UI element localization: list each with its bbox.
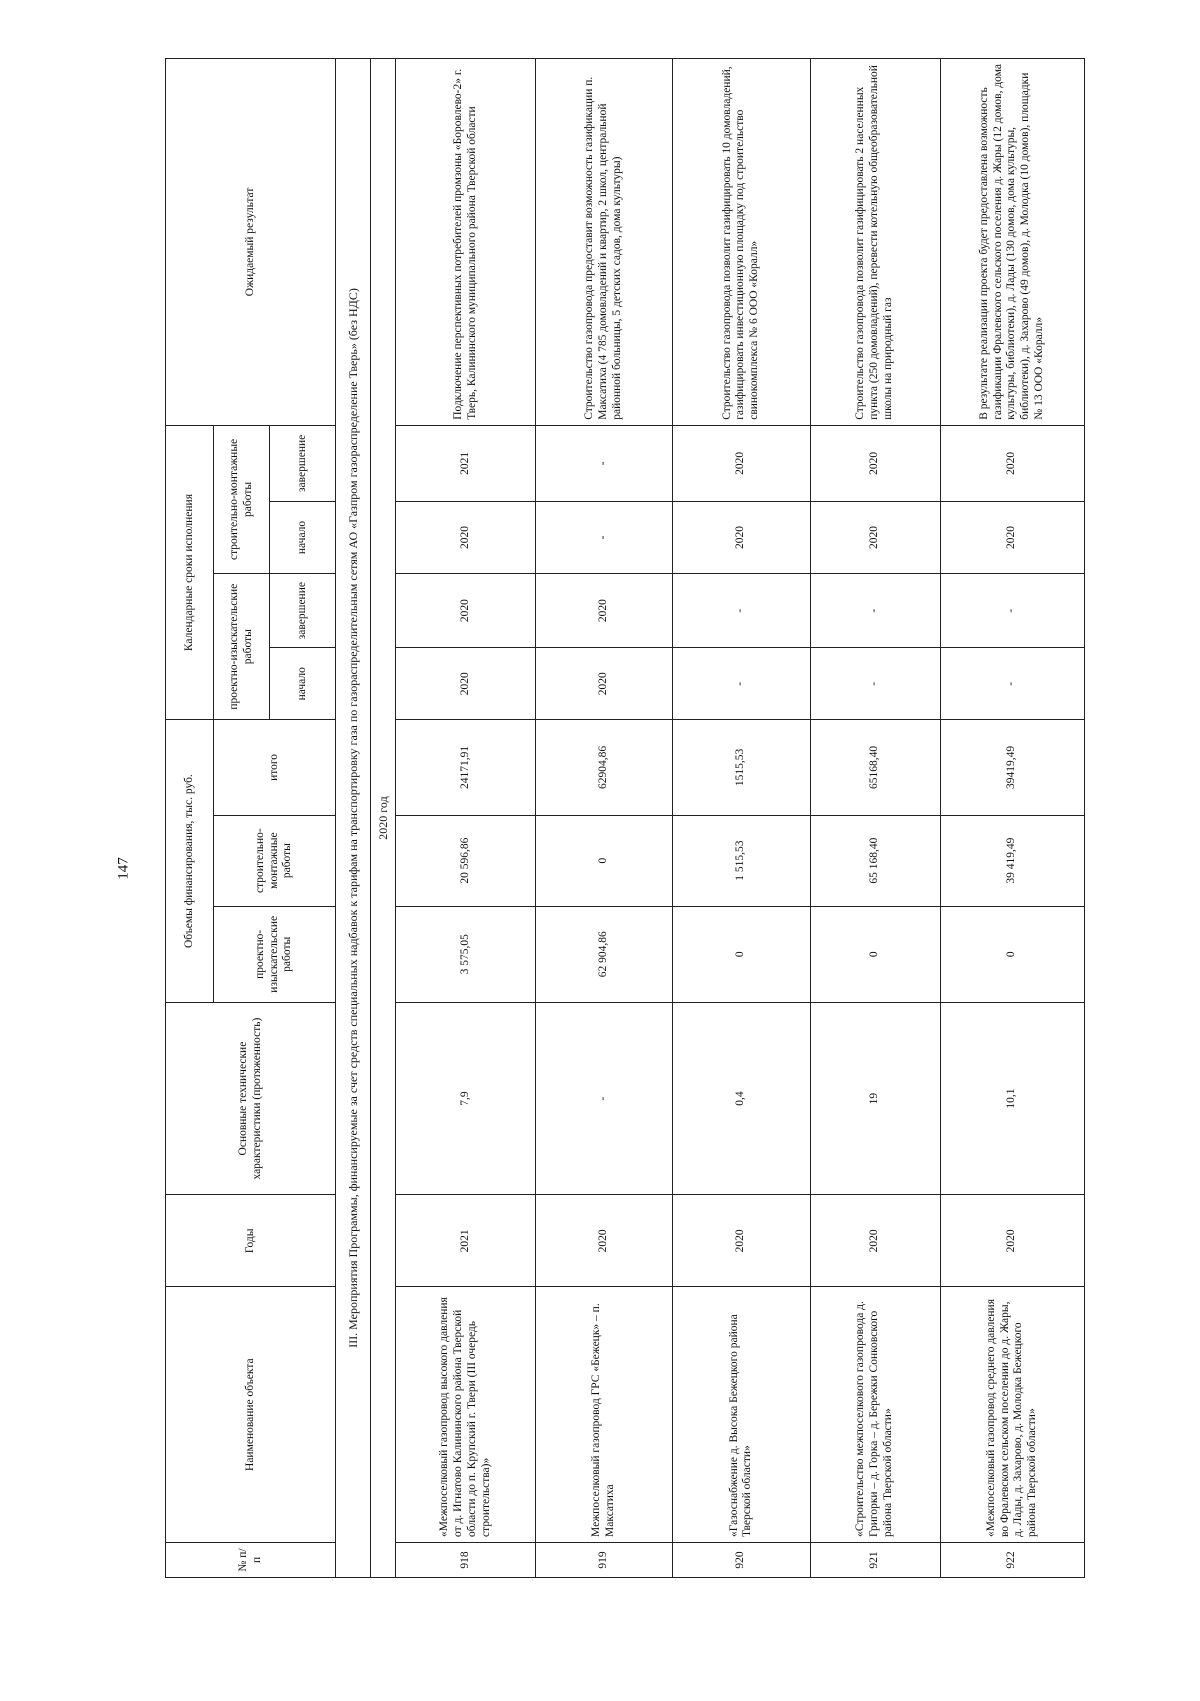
header-design-start: начало (270, 648, 336, 720)
cell-years: 2021 (396, 1195, 536, 1287)
section-title: III. Мероприятия Программы, финансируемые за счет средств специальных надбавок к тарифам на транспортировку газа по газораспределительным сетям АО «Газпром газораспределение Тверь» (без НДС) (336, 59, 371, 1578)
table-wrapper (165, 58, 1085, 1578)
cell-num: 922 (940, 1542, 1084, 1577)
cell-fin-total: 1515,53 (673, 720, 810, 815)
cell-name: Межпоселковый газопровод ГРС «Бежецк» – п. Максатиха (536, 1287, 673, 1543)
cell-fin-design: 0 (673, 906, 810, 1002)
cell-result: В результате реализации проекта будет предоставлена возможность газификации Фралевского сельского поселения д. Жары (12 домов, дома культуры, библиотеки), д. Лады (130 домов, дома культуры, библиотеки), д. Захарово (49 домов), д. Молодка (10 домов), площадки № 13 ООО «Коралл» (940, 59, 1084, 426)
cell-result: Подключение перспективных потребителей промзоны «Боровлево-2» г. Тверь, Калининского муниципального района Тверской области (396, 59, 536, 426)
header-fin-build: строительно-монтажные работы (214, 815, 336, 906)
page-number: 147 (115, 857, 132, 880)
header-tech: Основные технические характеристики (протяженность) (166, 1002, 336, 1194)
table-row (536, 59, 673, 1578)
header-years: Годы (166, 1195, 336, 1287)
cell-tech: 0,4 (673, 1002, 810, 1194)
header-result: Ожидаемый результат (166, 59, 336, 426)
cell-num: 919 (536, 1542, 673, 1577)
cell-fin-total: 65168,40 (810, 720, 940, 815)
cell-tech: 19 (810, 1002, 940, 1194)
cell-tech: 7,9 (396, 1002, 536, 1194)
cell-b-start: - (536, 501, 673, 573)
cell-name: «Межпоселковый газопровод высокого давления от д. Игнатово Калининского района Тверской области до п. Крупский г. Твери (III очередь строительства)» (396, 1287, 536, 1543)
cell-b-end: 2020 (940, 425, 1084, 501)
cell-b-end: - (536, 425, 673, 501)
cell-tech: - (536, 1002, 673, 1194)
cell-fin-design: 0 (940, 906, 1084, 1002)
cell-name: «Межпоселковый газопровод среднего давления во Фралевском сельском поселении до д. Жары, д. Лады, д. Захарово, д. Молодка Бежецкого района Тверской области» (940, 1287, 1084, 1543)
table-row (810, 59, 940, 1578)
header-name: Наименование объекта (166, 1287, 336, 1543)
year-row: 2020 год (370, 59, 396, 1578)
header-sch-design: проектно-изыскательские работы (214, 574, 270, 720)
header-sch-build: строительно-монтажные работы (214, 425, 270, 573)
cell-b-end: 2021 (396, 425, 536, 501)
cell-fin-design: 0 (810, 906, 940, 1002)
cell-years: 2020 (673, 1195, 810, 1287)
cell-d-end: 2020 (536, 574, 673, 648)
cell-d-end: - (810, 574, 940, 648)
cell-fin-total: 24171,91 (396, 720, 536, 815)
cell-years: 2020 (536, 1195, 673, 1287)
header-fin-design: проектно-изыскательские работы (214, 906, 336, 1002)
cell-b-start: 2020 (396, 501, 536, 573)
cell-fin-design: 62 904,86 (536, 906, 673, 1002)
header-num: № п/п (166, 1542, 336, 1577)
table-row (396, 59, 536, 1578)
cell-fin-build: 20 596,86 (396, 815, 536, 906)
program-table (165, 58, 1085, 1578)
table-body (396, 59, 1085, 1578)
cell-d-start: 2020 (396, 648, 536, 720)
cell-years: 2020 (810, 1195, 940, 1287)
header-build-end: завершение (270, 425, 336, 501)
cell-fin-build: 65 168,40 (810, 815, 940, 906)
cell-b-end: 2020 (810, 425, 940, 501)
header-schedule: Календарные сроки исполнения (166, 425, 214, 720)
table-row (673, 59, 810, 1578)
cell-name: «Строительство межпоселкового газопровода д. Григорки – д. Горка – д. Бережки Сонковского района Тверской области» (810, 1287, 940, 1543)
cell-b-start: 2020 (673, 501, 810, 573)
header-finance: Объемы финансирования, тыс. руб. (166, 720, 214, 1003)
cell-result: Строительство газопровода предоставит возможность газификации п. Максатиха (4 785 домовладений и квартир, 2 школ, центральной районной больницы, 5 детских садов, дома культуры) (536, 59, 673, 426)
cell-fin-design: 3 575,05 (396, 906, 536, 1002)
cell-d-end: 2020 (396, 574, 536, 648)
header-fin-total: итого (214, 720, 336, 815)
cell-fin-build: 39 419,49 (940, 815, 1084, 906)
cell-fin-build: 1 515,53 (673, 815, 810, 906)
cell-d-start: - (810, 648, 940, 720)
cell-fin-total: 62904,86 (536, 720, 673, 815)
cell-d-start: - (673, 648, 810, 720)
cell-num: 918 (396, 1542, 536, 1577)
cell-num: 921 (810, 1542, 940, 1577)
cell-b-end: 2020 (673, 425, 810, 501)
cell-fin-total: 39419,49 (940, 720, 1084, 815)
cell-result: Строительство газопровода позволит газифицировать 2 населенных пункта (250 домовладений), перевести котельную общеобразовательной школы на природный газ (810, 59, 940, 426)
cell-name: «Газоснабжение д. Высока Бежецкого района Тверской области» (673, 1287, 810, 1543)
cell-d-end: - (940, 574, 1084, 648)
header-design-end: завершение (270, 574, 336, 648)
table-rotation-frame (165, 58, 1085, 1578)
cell-d-end: - (673, 574, 810, 648)
cell-result: Строительство газопровода позволит газифицировать 10 домовладений, газифицировать инвестиционную площадку под строительство свинокомплекса № 6 ООО «Коралл» (673, 59, 810, 426)
cell-fin-build: 0 (536, 815, 673, 906)
cell-b-start: 2020 (940, 501, 1084, 573)
cell-b-start: 2020 (810, 501, 940, 573)
cell-d-start: - (940, 648, 1084, 720)
table-row (940, 59, 1084, 1578)
cell-tech: 10,1 (940, 1002, 1084, 1194)
cell-years: 2020 (940, 1195, 1084, 1287)
header-build-start: начало (270, 501, 336, 573)
cell-num: 920 (673, 1542, 810, 1577)
cell-d-start: 2020 (536, 648, 673, 720)
